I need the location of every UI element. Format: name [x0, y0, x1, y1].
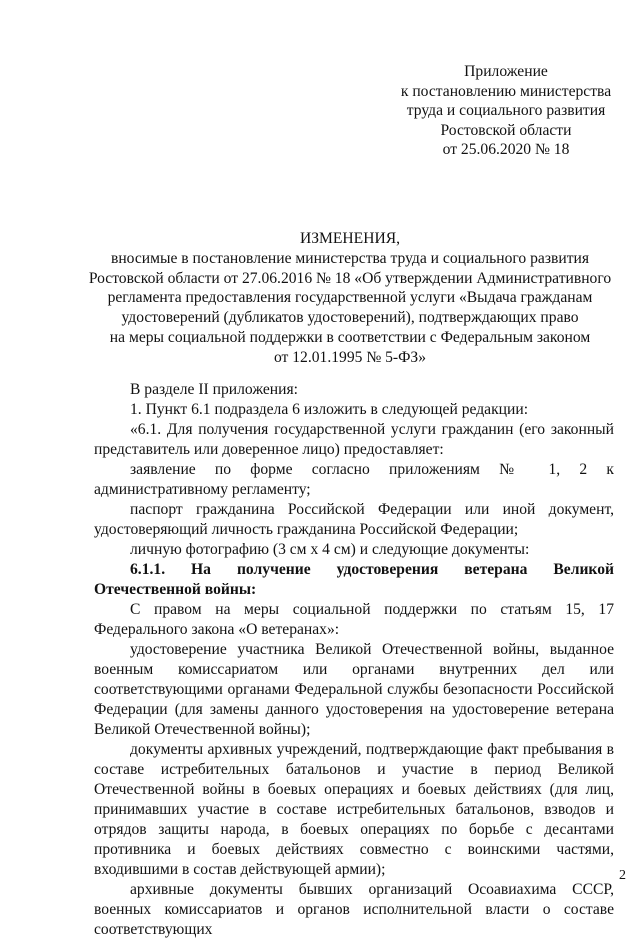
heading-line: от 12.01.1995 № 5-ФЗ» [273, 348, 427, 366]
body-paragraph: заявление по форме согласно приложениям № 1, 2 к административному регламенту; [94, 461, 614, 498]
heading-line: вносимые в постановление министерства труда и социального развития [110, 249, 590, 267]
heading-line: на меры социальной поддержки в соответствии с Федеральным законом [109, 328, 591, 346]
body-paragraph: «6.1. Для получения государственной услуги гражданин (его законный представитель или доверенное лицо) предоставляет: [94, 421, 614, 458]
body-paragraph: удостоверение участника Великой Отечественной войны, выданное военным комиссариатом или органами внутренних дел или соответствующими органами Федеральной службы безопасности Российской Федерации (для замены данного удостоверения на удостоверение ветерана Великой Отечественной войны); [94, 641, 614, 738]
document-title: ИЗМЕНЕНИЯ, [299, 230, 401, 247]
appendix-header [396, 62, 616, 160]
appendix-line: Ростовской области [440, 121, 572, 139]
body-paragraph: паспорт гражданина Российской Федерации или иной документ, удостоверяющий личность гражданина Российской Федерации; [94, 501, 614, 538]
appendix-line: к постановлению министерства [400, 82, 612, 100]
body-paragraph: В разделе II приложения: [130, 381, 298, 398]
body-paragraph: документы архивных учреждений, подтверждающие факт пребывания в составе истребительных батальонов и участие в период Великой Отечественной войны в боевых операциях и боевых действиях (для лиц, принимавших участие в составе истребительных батальонов, взводов и отрядов защиты народа, в боевых операциях по борьбе с десантами противника и боевых действиях совместно с воинскими частями, входившими в состав действующей армии); [94, 741, 614, 878]
body-paragraph: 1. Пункт 6.1 подраздела 6 изложить в следующей редакции: [130, 401, 529, 418]
section-subheading: 6.1.1. На получение удостоверения ветерана Великой Отечественной войны: [94, 561, 614, 598]
heading-line: Ростовской области от 27.06.2016 № 18 «Об утверждении Административного [88, 269, 612, 287]
body-paragraph: архивные документы бывших организаций Осоавиахима СССР, военных комиссариатов и органов исполнительной власти о составе соответствующих [94, 881, 614, 938]
document-body [94, 380, 614, 940]
body-paragraph: С правом на меры социальной поддержки по статьям 15, 17 Федерального закона «О ветеранах»: [94, 601, 614, 638]
heading-line: регламента предоставления государственной услуги «Выдача гражданам [107, 289, 593, 307]
appendix-line: Приложение [464, 63, 548, 80]
appendix-line: труда и социального развития [406, 102, 606, 119]
body-paragraph: личную фотографию (3 см х 4 см) и следующие документы: [130, 541, 530, 558]
appendix-line: от 25.06.2020 № 18 [442, 141, 570, 158]
document-heading [60, 229, 640, 368]
page-number: 2 [619, 868, 626, 883]
heading-line: удостоверений (дубликатов удостоверений), подтверждающих право [121, 309, 579, 327]
